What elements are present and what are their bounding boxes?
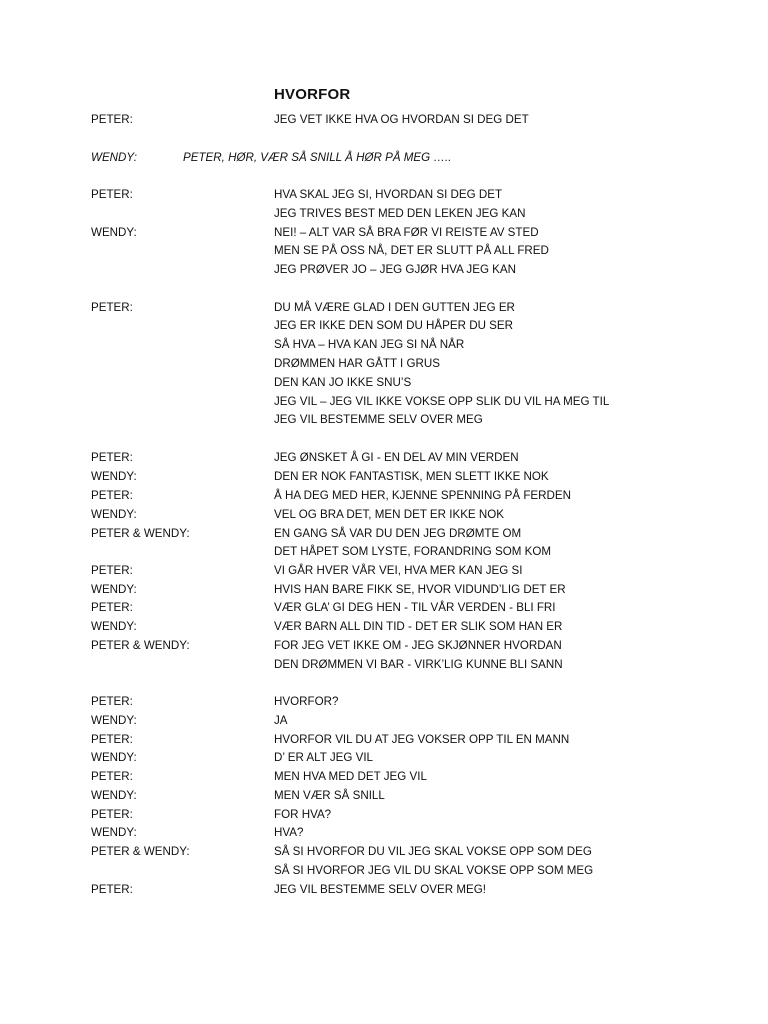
speaker-label: PETER & WENDY:	[91, 639, 190, 652]
line-text: JEG ER IKKE DEN SOM DU HÅPER DU SER	[274, 319, 514, 332]
line-text: JEG ØNSKET Å GI - EN DEL AV MIN VERDEN	[274, 451, 519, 464]
speaker-label: PETER:	[91, 695, 133, 708]
line-text: DU MÅ VÆRE GLAD I DEN GUTTEN JEG ER	[274, 301, 515, 314]
script-line	[0, 749, 768, 767]
speaker-label: WENDY:	[91, 470, 137, 483]
line-text: VÆR GLA’ GI DEG HEN - TIL VÅR VERDEN - BLI FRI	[274, 601, 556, 614]
line-text: MEN HVA MED DET JEG VIL	[274, 770, 427, 783]
script-line	[0, 111, 768, 129]
script-line	[0, 768, 768, 786]
script-line	[0, 712, 768, 730]
line-text: JEG PRØVER JO – JEG GJØR HVA JEG KAN	[274, 263, 517, 276]
script-line	[0, 299, 768, 317]
script-line	[0, 618, 768, 636]
line-text: HVA SKAL JEG SI, HVORDAN SI DEG DET	[274, 188, 503, 201]
speaker-label: WENDY:	[91, 714, 137, 727]
line-text: EN GANG SÅ VAR DU DEN JEG DRØMTE OM	[274, 527, 522, 540]
line-text: HVORFOR?	[274, 695, 339, 708]
line-text: VÆR BARN ALL DIN TID - DET ER SLIK SOM HAN ER	[274, 620, 563, 633]
line-text: FOR HVA?	[274, 808, 332, 821]
script-line	[0, 487, 768, 505]
speaker-label: PETER & WENDY:	[91, 845, 190, 858]
line-text: DEN ER NOK FANTASTISK, MEN SLETT IKKE NOK	[274, 470, 549, 483]
script-line	[0, 317, 768, 335]
script-line	[0, 562, 768, 580]
speaker-label: PETER:	[91, 770, 133, 783]
script-line	[0, 731, 768, 749]
line-text: DEN KAN JO IKKE SNU’S	[274, 376, 412, 389]
script-line	[0, 468, 768, 486]
line-text: DET HÅPET SOM LYSTE, FORANDRING SOM KOM	[274, 545, 551, 558]
speaker-label: WENDY:	[91, 620, 137, 633]
line-text: PETER, HØR, VÆR SÅ SNILL Å HØR PÅ MEG …..	[183, 151, 452, 164]
script-line	[0, 806, 768, 824]
line-text: SÅ HVA – HVA KAN JEG SI NÅ NÅR	[274, 338, 465, 351]
script-line	[0, 693, 768, 711]
line-text: JEG TRIVES BEST MED DEN LEKEN JEG KAN	[274, 207, 526, 220]
speaker-label: PETER:	[91, 188, 133, 201]
script-line	[0, 242, 768, 260]
script-line	[0, 355, 768, 373]
script-line	[0, 543, 768, 561]
line-text: MEN VÆR SÅ SNILL	[274, 789, 385, 802]
line-text: FOR JEG VET IKKE OM - JEG SKJØNNER HVORDAN	[274, 639, 562, 652]
speaker-label: PETER:	[91, 808, 133, 821]
line-text: Å HA DEG MED HER, KJENNE SPENNING PÅ FERDEN	[274, 489, 571, 502]
speaker-label: WENDY:	[91, 151, 137, 164]
speaker-label: WENDY:	[91, 751, 137, 764]
script-line	[0, 186, 768, 204]
script-line	[0, 525, 768, 543]
line-text: JA	[274, 714, 288, 727]
script-line	[0, 862, 768, 880]
line-text: NEI! – ALT VAR SÅ BRA FØR VI REISTE AV STED	[274, 226, 539, 239]
script-line	[0, 205, 768, 223]
speaker-label: WENDY:	[91, 826, 137, 839]
line-text: VEL OG BRA DET, MEN DET ER IKKE NOK	[274, 508, 504, 521]
line-text: HVA?	[274, 826, 304, 839]
script-line	[0, 881, 768, 899]
script-line	[0, 581, 768, 599]
line-text: MEN SE PÅ OSS NÅ, DET ER SLUTT PÅ ALL FRED	[274, 244, 549, 257]
line-text: HVIS HAN BARE FIKK SE, HVOR VIDUND’LIG DET ER	[274, 583, 566, 596]
speaker-label: PETER:	[91, 301, 133, 314]
script-line	[0, 787, 768, 805]
script-line	[0, 393, 768, 411]
script-line	[0, 599, 768, 617]
line-text: HVORFOR VIL DU AT JEG VOKSER OPP TIL EN MANN	[274, 733, 570, 746]
script-line	[0, 149, 768, 167]
script-line	[0, 824, 768, 842]
line-text: JEG VET IKKE HVA OG HVORDAN SI DEG DET	[274, 113, 529, 126]
speaker-label: PETER:	[91, 883, 133, 896]
script-line	[0, 843, 768, 861]
line-text: SÅ SI HVORFOR JEG VIL DU SKAL VOKSE OPP SOM MEG	[274, 864, 594, 877]
line-text: DRØMMEN HAR GÅTT I GRUS	[274, 357, 440, 370]
line-text: JEG VIL – JEG VIL IKKE VOKSE OPP SLIK DU VIL HA MEG TIL	[274, 395, 610, 408]
script-line	[0, 336, 768, 354]
speaker-label: PETER:	[91, 733, 133, 746]
script-line	[0, 656, 768, 674]
speaker-label: PETER & WENDY:	[91, 527, 190, 540]
line-text: D’ ER ALT JEG VIL	[274, 751, 374, 764]
speaker-label: WENDY:	[91, 226, 137, 239]
speaker-label: WENDY:	[91, 789, 137, 802]
speaker-label: PETER:	[91, 451, 133, 464]
line-text: JEG VIL BESTEMME SELV OVER MEG	[274, 413, 483, 426]
speaker-label: PETER:	[91, 113, 133, 126]
script-line	[0, 637, 768, 655]
line-text: VI GÅR HVER VÅR VEI, HVA MER KAN JEG SI	[274, 564, 523, 577]
script-line	[0, 374, 768, 392]
line-text: DEN DRØMMEN VI BAR - VIRK’LIG KUNNE BLI SANN	[274, 658, 563, 671]
script-line	[0, 506, 768, 524]
script-line	[0, 224, 768, 242]
script-line	[0, 449, 768, 467]
speaker-label: PETER:	[91, 489, 133, 502]
script-line	[0, 411, 768, 429]
line-text: SÅ SI HVORFOR DU VIL JEG SKAL VOKSE OPP SOM DEG	[274, 845, 592, 858]
speaker-label: WENDY:	[91, 583, 137, 596]
speaker-label: PETER:	[91, 564, 133, 577]
document-title: HVORFOR	[274, 86, 351, 103]
line-text: JEG VIL BESTEMME SELV OVER MEG!	[274, 883, 486, 896]
speaker-label: PETER:	[91, 601, 133, 614]
speaker-label: WENDY:	[91, 508, 137, 521]
script-line	[0, 261, 768, 279]
